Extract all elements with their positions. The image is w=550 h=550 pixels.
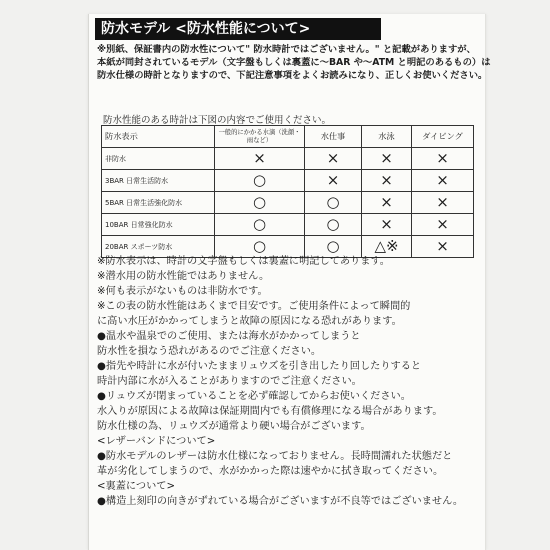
row-label: 20BAR スポーツ防水 — [102, 236, 215, 258]
table-cell: × — [362, 192, 412, 214]
table-header-row — [102, 126, 474, 148]
table-cell: × — [412, 236, 474, 258]
column-header: ダイビング — [412, 126, 474, 148]
table-caption: 防水性能のある時計は下図の内容でご使用ください。 — [103, 115, 332, 126]
page-title: 防水モデル <防水性能について> — [95, 18, 381, 40]
table-cell: ○ — [215, 192, 305, 214]
table-cell: ○ — [215, 236, 305, 258]
note-line: 防水仕様の為、リュウズが通常より硬い場合がございます。 — [97, 421, 371, 432]
note-line: 時計内部に水が入ることがありますのでご注意ください。 — [97, 376, 362, 387]
table-cell: × — [362, 214, 412, 236]
table-cell: × — [305, 170, 362, 192]
note-line: 革が劣化してしまうので、水がかかった際は速やかに拭き取ってください。 — [97, 466, 444, 477]
table-cell: × — [362, 148, 412, 170]
notes-section — [97, 254, 463, 509]
note-line: 水入りが原因による故障は保証期間内でも有償修理になる場合があります。 — [97, 406, 443, 417]
table-cell: × — [412, 170, 474, 192]
note-line: ●構造上刻印の向きがずれている場合がございますが不良等ではございません。 — [97, 496, 464, 507]
row-label: 5BAR 日常生活強化防水 — [102, 192, 215, 214]
intro-line: 防水仕様の時計となりますので、下記注意事項をよくお読みになり、正しくお使いください。 — [97, 70, 488, 81]
table-cell: ○ — [305, 236, 362, 258]
note-line: ※何も表示がないものは非防水です。 — [97, 286, 268, 297]
water-resistance-table — [101, 125, 474, 258]
table-cell: × — [412, 148, 474, 170]
table-row — [102, 148, 474, 170]
section-heading: <レザーバンドについて> — [97, 436, 216, 447]
note-line: ※潜水用の防水性能ではありません。 — [97, 271, 270, 282]
table-cell: × — [412, 192, 474, 214]
column-header: 一般的にかかる水滴（洗顔・雨など） — [215, 126, 305, 148]
table-row — [102, 214, 474, 236]
note-line: ●防水モデルのレザーは防水仕様になっておりません。長時間濡れた状態だと — [97, 451, 453, 462]
row-label: 10BAR 日常強化防水 — [102, 214, 215, 236]
row-label: 非防水 — [102, 148, 215, 170]
row-label: 3BAR 日常生活防水 — [102, 170, 215, 192]
table-cell: ○ — [305, 214, 362, 236]
note-line: ※防水表示は、時計の文字盤もしくは裏蓋に明記してあります。 — [97, 256, 390, 267]
intro-line: ※別紙、保証書内の防水性について" 防水時計ではございません。" と記載がありますが、 — [97, 44, 476, 55]
note-line: ※この表の防水性能はあくまで目安です。ご使用条件によって瞬間的 — [97, 301, 411, 312]
note-line: ●温水や温泉でのご使用、または海水がかかってしまうと — [97, 331, 361, 342]
section-heading: <裏蓋について> — [97, 481, 175, 492]
note-line: 防水性を損なう恐れがあるのでご注意ください。 — [97, 346, 322, 357]
table-cell: × — [215, 148, 305, 170]
column-header: 水泳 — [362, 126, 412, 148]
note-line: に高い水圧がかかってしまうと故障の原因になる恐れがあります。 — [97, 316, 402, 327]
table-cell: × — [362, 170, 412, 192]
table-cell: × — [412, 214, 474, 236]
table-cell: ○ — [215, 170, 305, 192]
table-row — [102, 192, 474, 214]
intro-line: 本紙が同封されているモデル（文字盤もしくは裏蓋に～BAR や～ATM と明記のあるもの）は — [97, 57, 491, 68]
table-cell: ○ — [305, 192, 362, 214]
table-cell: ○ — [215, 214, 305, 236]
table-cell: × — [305, 148, 362, 170]
table-row — [102, 170, 474, 192]
table-cell: △※ — [362, 236, 412, 258]
note-line: ●リュウズが閉まっていることを必ず確認してからお使いください。 — [97, 391, 411, 402]
column-header: 水仕事 — [305, 126, 362, 148]
column-header: 防水表示 — [102, 126, 215, 148]
instruction-sheet — [88, 14, 491, 550]
note-line: ●指先や時計に水が付いたままリュウズを引き出したり回したりすると — [97, 361, 422, 372]
